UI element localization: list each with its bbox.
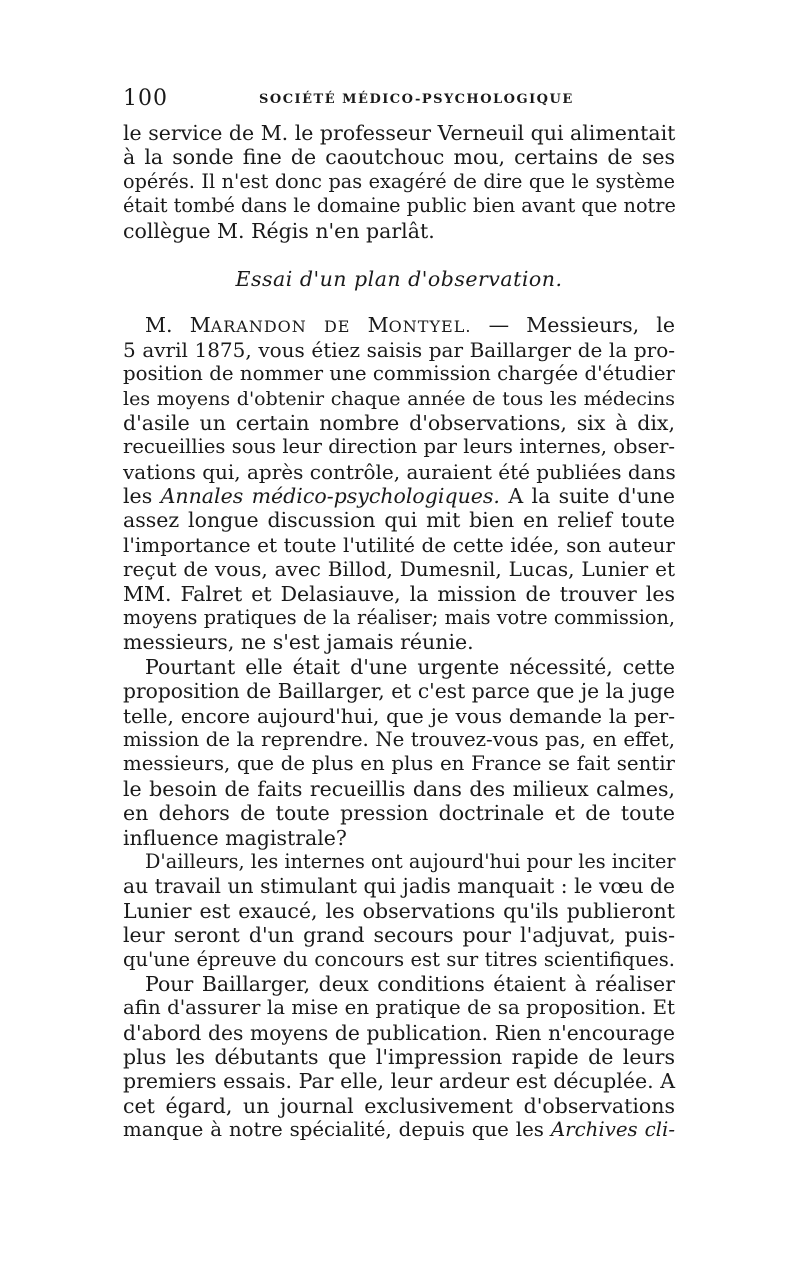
speaker-line [123,313,675,337]
text-line: plus les débutants que l'impression rapide de leurs [123,1045,675,1070]
text-line: Pourtant elle était d'une urgente nécessité, cette [145,654,675,679]
section-heading: Essai d'un plan d'observation. [235,266,563,291]
text-line: cet égard, un journal exclusivement d'observations [123,1093,675,1118]
text-line: afin d'assurer la mise en pratique de sa proposition. Et [123,996,675,1020]
text-line: assez longue discussion qui mit bien en relief toute [123,508,675,533]
speaker-name-part: ARANDON [210,317,307,337]
speaker-name-part: ONTYEL. [388,317,472,337]
text-line: proposition de Baillarger, et c'est parce que je la juge [123,679,675,704]
speaker-initial: M [189,313,211,338]
text-line [123,1118,675,1142]
speaker-line-rest: — Messieurs, le [471,313,675,338]
body-text [123,121,675,1143]
text-line: d'abord des moyens de publication. Rien n'encourage [123,1020,675,1045]
text-line: leur seront d'un grand secours pour l'adjuvat, puis- [123,923,675,948]
text-line: MM. Falret et Delasiauve, la mission de trouver les [123,581,675,606]
paragraph-2 [123,313,675,654]
speaker-initial: M [367,313,389,338]
text-line: reçut de vous, avec Billod, Dumesnil, Lucas, Lunier et [123,557,675,582]
paragraph-5 [123,972,675,1143]
text-line: position de nommer une commission chargée d'étudier [123,362,675,386]
speaker-title: M. [145,313,173,338]
text-line: 5 avril 1875, vous étiez saisis par Baillarger de la pro- [123,337,675,362]
text-line: mission de la reprendre. Ne trouvez-vous pas, en effet, [123,727,675,751]
speaker-particle: DE [323,317,351,337]
text-line: était tombé dans le domaine public bien avant que notre [123,194,676,218]
text-line: telle, encore aujourd'hui, que je vous demande la per- [123,703,675,728]
text-span: les [123,484,161,509]
text-line: Pour Baillarger, deux conditions étaient à réaliser [145,971,675,996]
journal-citation: Annales médico-psychologiques. [160,484,500,509]
text-line: au travail un stimulant qui jadis manquait : le vœu de [123,874,675,899]
journal-citation: Archives cli- [550,1118,675,1142]
text-line [123,484,675,508]
text-line: opérés. Il n'est donc pas exagéré de dire que le système [123,169,675,193]
text-line: moyens pratiques de la réaliser; mais votre commission, [123,606,675,630]
paragraph-4 [123,850,675,972]
text-line: recueillies sous leur direction par leurs internes, obser- [123,435,675,459]
text-line: Lunier est exaucé, les observations qu'ils publieront [123,898,675,923]
text-line: à la sonde fine de caoutchouc mou, certains de ses [123,145,675,170]
spacer [123,243,675,267]
text-line: messieurs, que de plus en plus en France se fait sentir [123,752,675,776]
text-line: messieurs, ne s'est jamais réunie. [123,630,474,655]
text-line: premiers essais. Par elle, leur ardeur est décuplée. A [123,1069,675,1094]
text-line: qu'une épreuve du concours est sur titres scientifiques. [123,947,675,971]
spacer [123,291,675,313]
text-line: vations qui, après contrôle, auraient été publiées dans [123,459,676,484]
journal-title: SOCIÉTÉ MÉDICO-PSYCHOLOGIQUE [259,92,574,107]
text-line: influence magistrale? [123,825,347,850]
text-line: en dehors de toute pression doctrinale et de toute [123,801,675,826]
text-line: le service de M. le professeur Verneuil qui alimentait [123,121,676,145]
text-line: les moyens d'obtenir chaque année de tous les médecins [123,387,675,410]
paragraph-1 [123,121,675,243]
text-line: d'asile un certain nombre d'observations, six à dix, [123,410,675,435]
running-head [123,86,675,116]
text-line: le besoin de faits recueillis dans des milieux calmes, [123,776,675,801]
text-line: l'importance et toute l'utilité de cette idée, son auteur [123,532,675,557]
text-line: D'ailleurs, les internes ont aujourd'hui pour les inciter [145,849,676,873]
page-number: 100 [123,86,168,111]
paragraph-3 [123,655,675,850]
text-span: A la suite d'une [499,484,676,509]
text-span: manque à notre spécialité, depuis que les [123,1118,551,1142]
text-line: collègue M. Régis n'en parlât. [123,218,435,243]
